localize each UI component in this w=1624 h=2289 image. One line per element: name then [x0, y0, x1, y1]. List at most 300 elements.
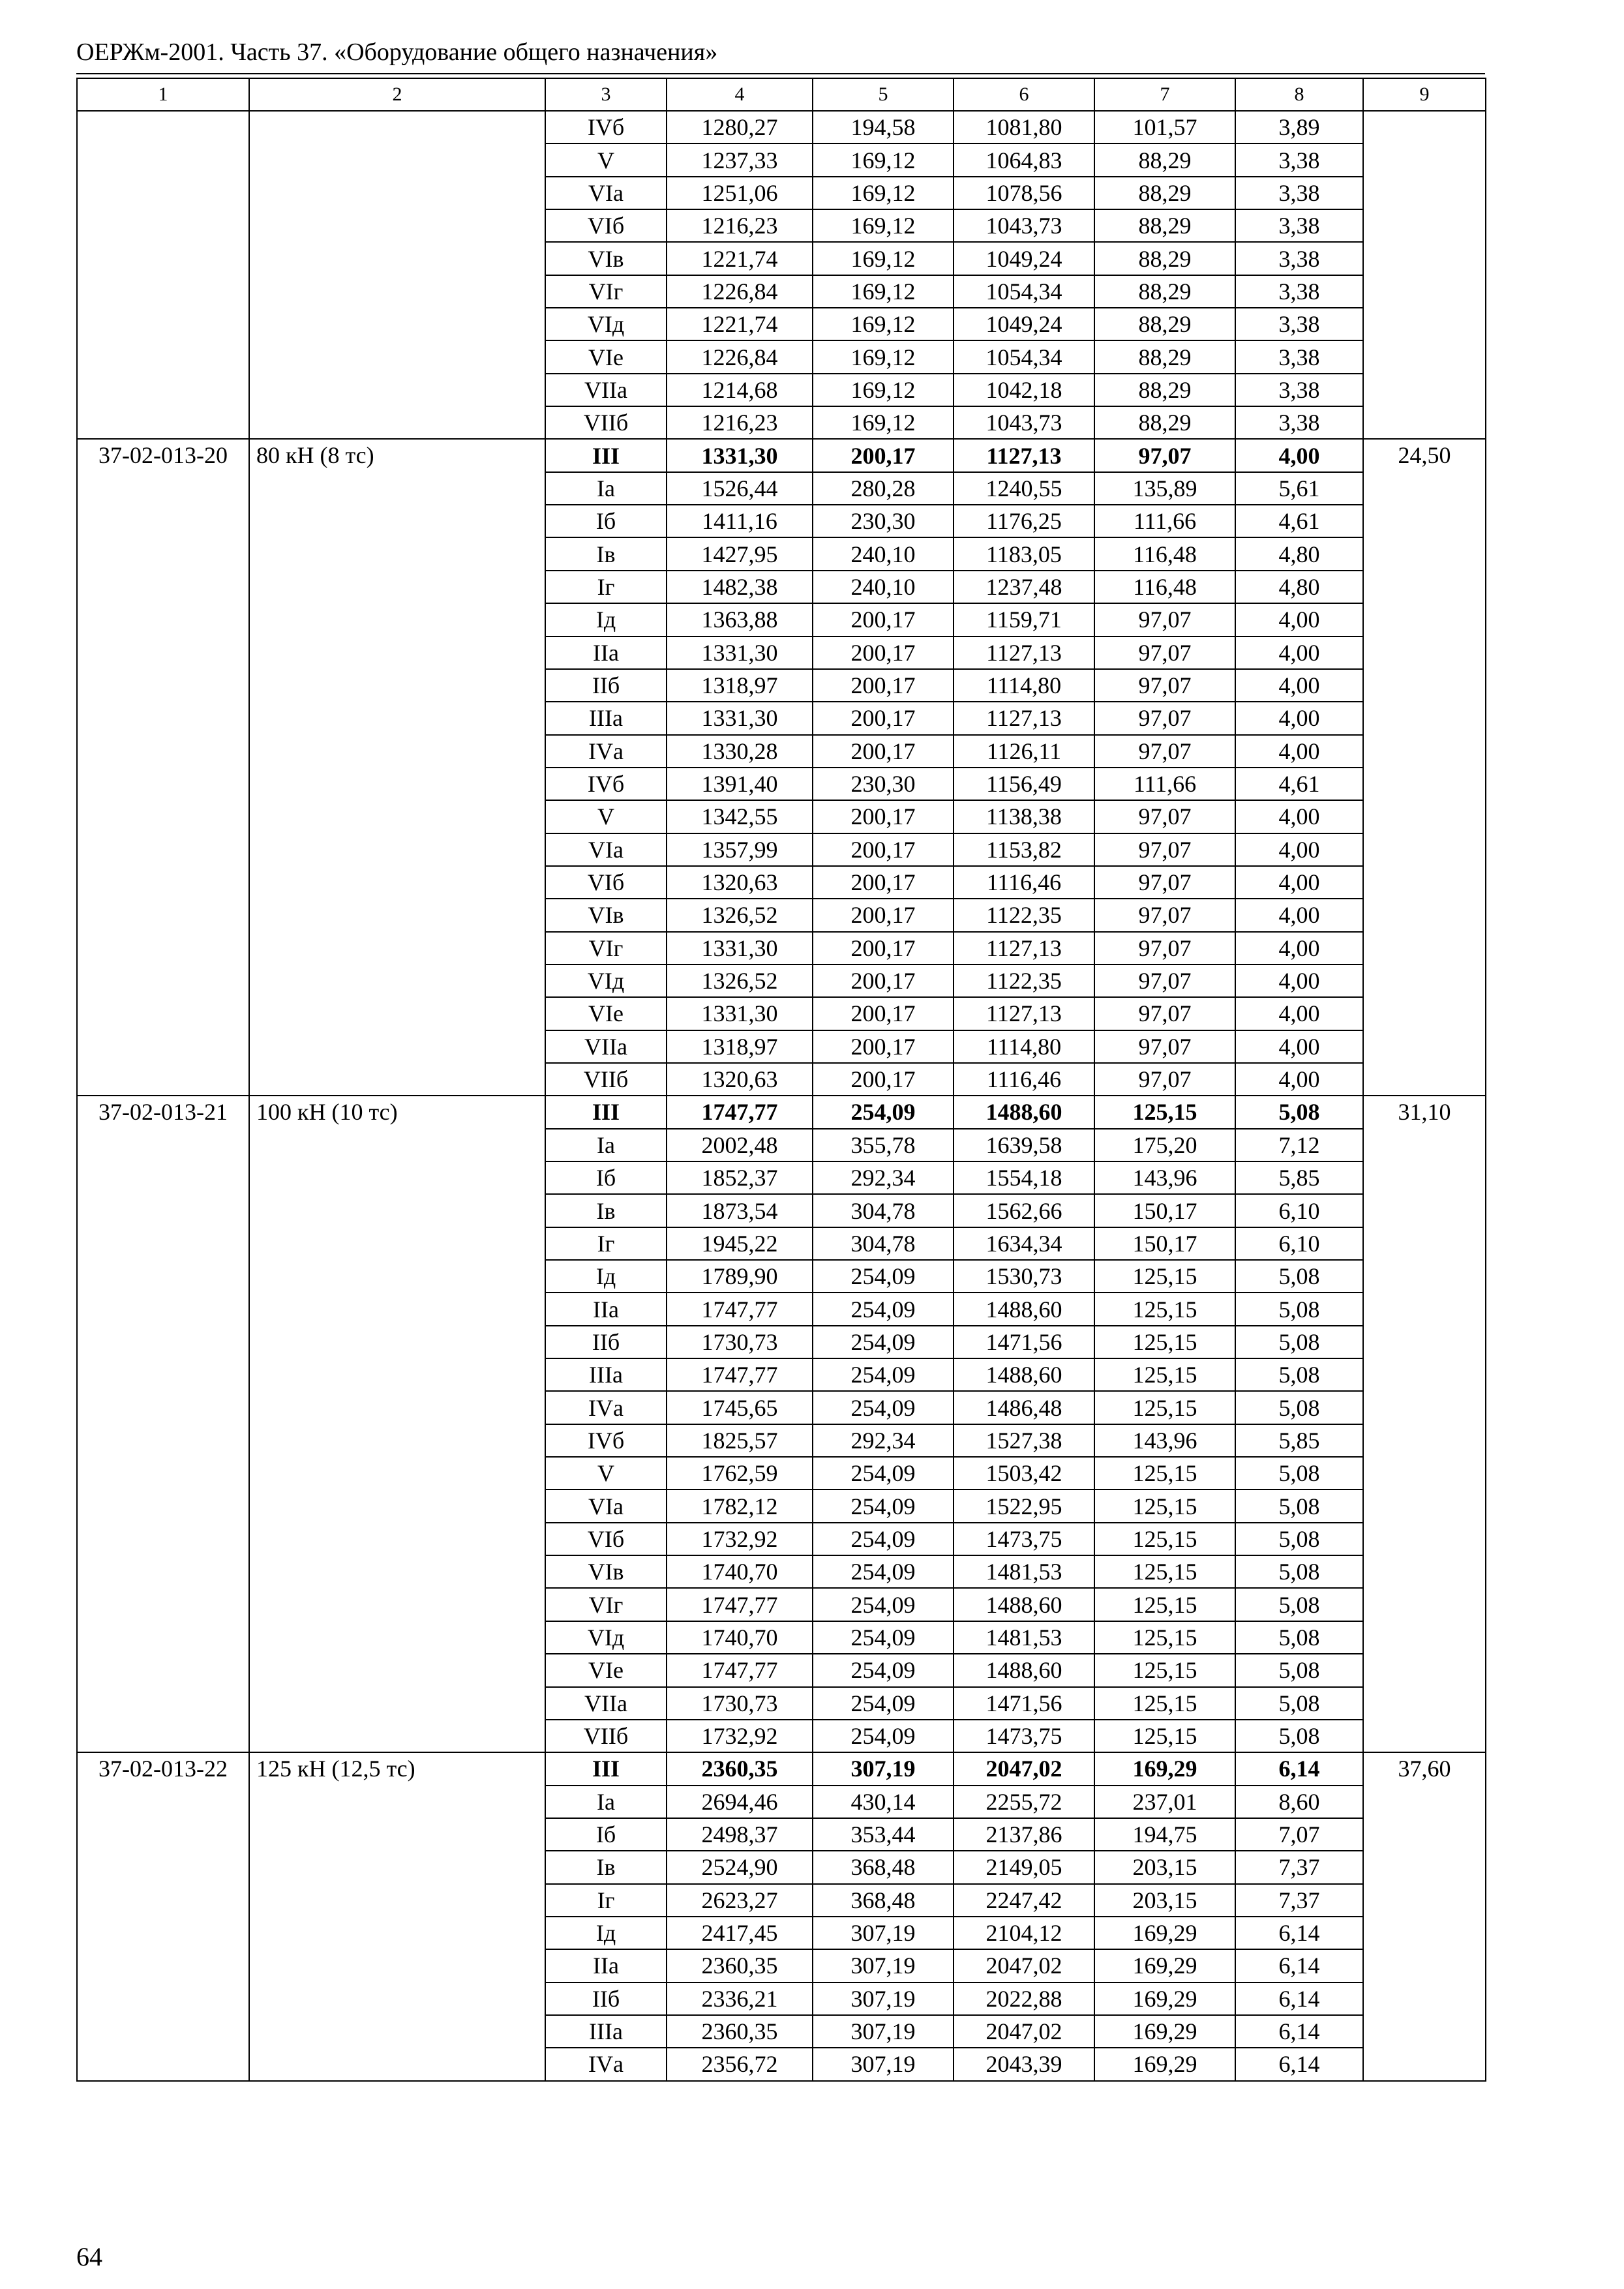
value-cell: 1331,30	[667, 932, 813, 965]
value-cell: 1488,60	[954, 1096, 1094, 1128]
value-cell: 1825,57	[667, 1424, 813, 1457]
value-cell: 125,15	[1094, 1260, 1235, 1293]
value-cell: 200,17	[813, 932, 954, 965]
region-code-cell: Iв	[545, 1194, 667, 1227]
value-cell: 125,15	[1094, 1588, 1235, 1621]
value-cell: 200,17	[813, 603, 954, 636]
region-code-cell: IIа	[545, 1293, 667, 1325]
value-cell: 2417,45	[667, 1917, 813, 1949]
value-cell: 5,08	[1235, 1326, 1363, 1358]
value-cell: 4,00	[1235, 439, 1363, 471]
value-cell: 4,00	[1235, 932, 1363, 965]
value-cell: 4,00	[1235, 965, 1363, 997]
table-row	[77, 1752, 1486, 1785]
value-cell: 1481,53	[954, 1555, 1094, 1588]
value-cell: 1326,52	[667, 899, 813, 931]
value-cell: 97,07	[1094, 439, 1235, 471]
value-cell: 1740,70	[667, 1621, 813, 1654]
region-code-cell: VIб	[545, 209, 667, 242]
region-code-cell: VIе	[545, 997, 667, 1030]
equipment-name-cell	[249, 111, 545, 439]
value-cell: 5,08	[1235, 1293, 1363, 1325]
value-cell: 1320,63	[667, 866, 813, 899]
value-cell: 1488,60	[954, 1358, 1094, 1391]
value-cell: 1221,74	[667, 308, 813, 340]
value-cell: 143,96	[1094, 1161, 1235, 1194]
value-cell: 7,12	[1235, 1129, 1363, 1161]
region-code-cell: VIг	[545, 932, 667, 965]
value-cell: 2623,27	[667, 1884, 813, 1917]
value-cell: 97,07	[1094, 1030, 1235, 1063]
value-cell: 97,07	[1094, 735, 1235, 768]
value-cell: 1049,24	[954, 308, 1094, 340]
value-cell: 125,15	[1094, 1687, 1235, 1720]
region-code-cell: VIIа	[545, 1030, 667, 1063]
rate-code-cell: 37-02-013-22	[77, 1752, 249, 2080]
value-cell: 307,19	[813, 1917, 954, 1949]
value-cell: 6,14	[1235, 2048, 1363, 2080]
value-cell: 254,09	[813, 1358, 954, 1391]
region-code-cell: Iб	[545, 1161, 667, 1194]
value-cell: 125,15	[1094, 1621, 1235, 1654]
equipment-name-cell: 125 кН (12,5 тс)	[249, 1752, 545, 2080]
region-code-cell: VIг	[545, 1588, 667, 1621]
value-cell: 1331,30	[667, 439, 813, 471]
value-cell: 5,08	[1235, 1523, 1363, 1555]
value-cell: 1363,88	[667, 603, 813, 636]
value-cell: 1873,54	[667, 1194, 813, 1227]
value-cell: 7,07	[1235, 1818, 1363, 1851]
value-cell: 150,17	[1094, 1227, 1235, 1260]
value-cell: 2047,02	[954, 1949, 1094, 1982]
value-cell: 150,17	[1094, 1194, 1235, 1227]
region-code-cell: VIа	[545, 833, 667, 866]
value-cell: 5,08	[1235, 1687, 1363, 1720]
region-code-cell: Iб	[545, 1818, 667, 1851]
region-code-cell: VIIб	[545, 406, 667, 439]
value-cell: 1427,95	[667, 537, 813, 570]
value-cell: 3,38	[1235, 143, 1363, 176]
price-table	[76, 78, 1486, 2082]
region-code-cell: IIб	[545, 1982, 667, 2015]
region-code-cell: VIа	[545, 177, 667, 209]
value-cell: 97,07	[1094, 932, 1235, 965]
value-cell: 430,14	[813, 1786, 954, 1818]
region-code-cell: V	[545, 800, 667, 833]
value-cell: 2047,02	[954, 2015, 1094, 2048]
value-cell: 169,12	[813, 177, 954, 209]
value-cell: 116,48	[1094, 571, 1235, 603]
value-cell: 1127,13	[954, 439, 1094, 471]
value-cell: 1473,75	[954, 1720, 1094, 1752]
value-cell: 88,29	[1094, 340, 1235, 373]
value-cell: 4,00	[1235, 899, 1363, 931]
value-cell: 6,10	[1235, 1227, 1363, 1260]
region-code-cell: IVб	[545, 111, 667, 143]
value-cell: 1226,84	[667, 340, 813, 373]
value-cell: 5,08	[1235, 1555, 1363, 1588]
region-code-cell: VIе	[545, 340, 667, 373]
value-cell: 254,09	[813, 1260, 954, 1293]
value-cell: 6,14	[1235, 1752, 1363, 1785]
page-header-title: ОЕРЖм-2001. Часть 37. «Оборудование общего назначения»	[76, 38, 718, 66]
value-cell: 111,66	[1094, 768, 1235, 800]
value-cell: 1237,33	[667, 143, 813, 176]
region-code-cell: Iв	[545, 537, 667, 570]
value-cell: 200,17	[813, 702, 954, 734]
value-cell: 4,00	[1235, 1063, 1363, 1096]
value-cell: 1391,40	[667, 768, 813, 800]
value-cell: 1114,80	[954, 669, 1094, 702]
value-cell: 4,80	[1235, 537, 1363, 570]
value-cell: 1634,34	[954, 1227, 1094, 1260]
value-cell: 6,14	[1235, 1917, 1363, 1949]
value-cell: 3,38	[1235, 242, 1363, 275]
region-code-cell: Iа	[545, 1129, 667, 1161]
value-cell: 125,15	[1094, 1096, 1235, 1128]
value-cell: 304,78	[813, 1227, 954, 1260]
value-cell: 5,08	[1235, 1391, 1363, 1424]
column-number-row	[77, 78, 1486, 111]
value-cell: 1153,82	[954, 833, 1094, 866]
region-code-cell: Iб	[545, 505, 667, 537]
region-code-cell: Iд	[545, 603, 667, 636]
value-cell: 368,48	[813, 1851, 954, 1883]
value-cell: 1043,73	[954, 209, 1094, 242]
column-number: 7	[1094, 78, 1235, 111]
region-code-cell: IIа	[545, 636, 667, 669]
value-cell: 4,00	[1235, 800, 1363, 833]
value-cell: 1562,66	[954, 1194, 1094, 1227]
value-cell: 5,08	[1235, 1358, 1363, 1391]
value-cell: 1331,30	[667, 636, 813, 669]
value-cell: 88,29	[1094, 308, 1235, 340]
value-cell: 169,12	[813, 308, 954, 340]
value-cell: 2149,05	[954, 1851, 1094, 1883]
value-cell: 111,66	[1094, 505, 1235, 537]
value-cell: 280,28	[813, 472, 954, 505]
value-cell: 203,15	[1094, 1884, 1235, 1917]
value-cell: 1122,35	[954, 965, 1094, 997]
value-cell: 307,19	[813, 2015, 954, 2048]
value-cell: 2524,90	[667, 1851, 813, 1883]
value-cell: 1176,25	[954, 505, 1094, 537]
value-cell: 1330,28	[667, 735, 813, 768]
value-cell: 1471,56	[954, 1326, 1094, 1358]
value-cell: 97,07	[1094, 603, 1235, 636]
value-cell: 169,12	[813, 340, 954, 373]
value-cell: 200,17	[813, 866, 954, 899]
value-cell: 203,15	[1094, 1851, 1235, 1883]
value-cell: 1216,23	[667, 406, 813, 439]
value-cell: 1318,97	[667, 1030, 813, 1063]
value-cell: 1471,56	[954, 1687, 1094, 1720]
value-cell: 101,57	[1094, 111, 1235, 143]
region-code-cell: VIд	[545, 965, 667, 997]
value-cell: 2247,42	[954, 1884, 1094, 1917]
value-cell: 4,00	[1235, 603, 1363, 636]
value-cell: 1486,48	[954, 1391, 1094, 1424]
value-cell: 200,17	[813, 735, 954, 768]
value-cell: 4,61	[1235, 505, 1363, 537]
value-cell: 169,29	[1094, 1917, 1235, 1949]
value-cell: 194,75	[1094, 1818, 1235, 1851]
value-cell: 4,00	[1235, 833, 1363, 866]
region-code-cell: VIIа	[545, 1687, 667, 1720]
region-code-cell: VIб	[545, 1523, 667, 1555]
value-cell: 1482,38	[667, 571, 813, 603]
value-cell: 88,29	[1094, 406, 1235, 439]
value-cell: 240,10	[813, 571, 954, 603]
value-cell: 1214,68	[667, 374, 813, 406]
value-cell: 169,12	[813, 275, 954, 308]
value-cell: 1159,71	[954, 603, 1094, 636]
value-cell: 2336,21	[667, 1982, 813, 2015]
value-cell: 97,07	[1094, 833, 1235, 866]
region-code-cell: IVа	[545, 1391, 667, 1424]
value-cell: 368,48	[813, 1884, 954, 1917]
value-cell: 1852,37	[667, 1161, 813, 1194]
value-cell: 5,08	[1235, 1489, 1363, 1522]
rate-code-cell	[77, 111, 249, 439]
column-number: 6	[954, 78, 1094, 111]
region-code-cell: V	[545, 1457, 667, 1489]
value-cell: 304,78	[813, 1194, 954, 1227]
value-cell: 1488,60	[954, 1654, 1094, 1686]
value-cell: 1747,77	[667, 1096, 813, 1128]
value-cell: 6,14	[1235, 1982, 1363, 2015]
value-cell: 169,12	[813, 209, 954, 242]
column-number: 2	[249, 78, 545, 111]
value-cell: 307,19	[813, 2048, 954, 2080]
value-cell: 254,09	[813, 1687, 954, 1720]
region-code-cell: VIв	[545, 242, 667, 275]
region-code-cell: V	[545, 143, 667, 176]
value-cell: 3,38	[1235, 275, 1363, 308]
value-cell: 1318,97	[667, 669, 813, 702]
value-cell: 1488,60	[954, 1588, 1094, 1621]
value-cell: 175,20	[1094, 1129, 1235, 1161]
value-cell: 1114,80	[954, 1030, 1094, 1063]
value-cell: 1747,77	[667, 1588, 813, 1621]
value-cell: 4,80	[1235, 571, 1363, 603]
value-cell: 97,07	[1094, 1063, 1235, 1096]
value-cell: 97,07	[1094, 965, 1235, 997]
value-cell: 169,12	[813, 406, 954, 439]
value-cell: 200,17	[813, 965, 954, 997]
value-cell: 4,00	[1235, 997, 1363, 1030]
value-cell: 125,15	[1094, 1720, 1235, 1752]
value-cell: 292,34	[813, 1161, 954, 1194]
value-cell: 3,38	[1235, 374, 1363, 406]
value-cell: 307,19	[813, 1752, 954, 1785]
value-cell: 1078,56	[954, 177, 1094, 209]
value-cell: 125,15	[1094, 1293, 1235, 1325]
value-cell: 97,07	[1094, 800, 1235, 833]
region-code-cell: VIд	[545, 308, 667, 340]
value-cell: 125,15	[1094, 1654, 1235, 1686]
value-cell: 1280,27	[667, 111, 813, 143]
value-cell: 1481,53	[954, 1621, 1094, 1654]
column-number: 9	[1363, 78, 1486, 111]
region-code-cell: VIд	[545, 1621, 667, 1654]
mass-cell: 24,50	[1363, 439, 1486, 1096]
value-cell: 254,09	[813, 1555, 954, 1588]
value-cell: 1042,18	[954, 374, 1094, 406]
value-cell: 254,09	[813, 1293, 954, 1325]
region-code-cell: Iв	[545, 1851, 667, 1883]
value-cell: 254,09	[813, 1326, 954, 1358]
region-code-cell: IVа	[545, 735, 667, 768]
region-code-cell: VIIа	[545, 374, 667, 406]
region-code-cell: Iг	[545, 1884, 667, 1917]
value-cell: 97,07	[1094, 866, 1235, 899]
value-cell: 200,17	[813, 997, 954, 1030]
value-cell: 169,12	[813, 242, 954, 275]
value-cell: 1183,05	[954, 537, 1094, 570]
value-cell: 2360,35	[667, 2015, 813, 2048]
value-cell: 1043,73	[954, 406, 1094, 439]
value-cell: 125,15	[1094, 1326, 1235, 1358]
value-cell: 1156,49	[954, 768, 1094, 800]
value-cell: 2360,35	[667, 1752, 813, 1785]
value-cell: 1503,42	[954, 1457, 1094, 1489]
value-cell: 1730,73	[667, 1326, 813, 1358]
table-row	[77, 1096, 1486, 1128]
value-cell: 125,15	[1094, 1457, 1235, 1489]
region-code-cell: VIа	[545, 1489, 667, 1522]
value-cell: 1522,95	[954, 1489, 1094, 1522]
value-cell: 5,08	[1235, 1588, 1363, 1621]
value-cell: 254,09	[813, 1391, 954, 1424]
region-code-cell: IVб	[545, 1424, 667, 1457]
value-cell: 4,00	[1235, 636, 1363, 669]
value-cell: 135,89	[1094, 472, 1235, 505]
value-cell: 97,07	[1094, 899, 1235, 931]
value-cell: 200,17	[813, 1030, 954, 1063]
value-cell: 1357,99	[667, 833, 813, 866]
value-cell: 1527,38	[954, 1424, 1094, 1457]
value-cell: 97,07	[1094, 702, 1235, 734]
table-row	[77, 111, 1486, 143]
value-cell: 7,37	[1235, 1851, 1363, 1883]
value-cell: 1740,70	[667, 1555, 813, 1588]
value-cell: 143,96	[1094, 1424, 1235, 1457]
value-cell: 1127,13	[954, 702, 1094, 734]
value-cell: 237,01	[1094, 1786, 1235, 1818]
value-cell: 1745,65	[667, 1391, 813, 1424]
value-cell: 254,09	[813, 1588, 954, 1621]
value-cell: 1732,92	[667, 1523, 813, 1555]
value-cell: 254,09	[813, 1621, 954, 1654]
region-code-cell: Iа	[545, 1786, 667, 1818]
value-cell: 1789,90	[667, 1260, 813, 1293]
value-cell: 254,09	[813, 1457, 954, 1489]
value-cell: 5,61	[1235, 472, 1363, 505]
value-cell: 169,12	[813, 143, 954, 176]
page-number: 64	[76, 2242, 102, 2271]
value-cell: 88,29	[1094, 177, 1235, 209]
value-cell: 5,85	[1235, 1161, 1363, 1194]
value-cell: 3,38	[1235, 406, 1363, 439]
value-cell: 1526,44	[667, 472, 813, 505]
region-code-cell: IIIа	[545, 2015, 667, 2048]
value-cell: 4,61	[1235, 768, 1363, 800]
value-cell: 1216,23	[667, 209, 813, 242]
value-cell: 1116,46	[954, 866, 1094, 899]
value-cell: 1049,24	[954, 242, 1094, 275]
region-code-cell: IIIа	[545, 702, 667, 734]
region-code-cell: Iд	[545, 1260, 667, 1293]
value-cell: 2002,48	[667, 1129, 813, 1161]
value-cell: 88,29	[1094, 242, 1235, 275]
value-cell: 1342,55	[667, 800, 813, 833]
value-cell: 355,78	[813, 1129, 954, 1161]
value-cell: 5,08	[1235, 1720, 1363, 1752]
value-cell: 254,09	[813, 1096, 954, 1128]
value-cell: 5,08	[1235, 1621, 1363, 1654]
value-cell: 2360,35	[667, 1949, 813, 1982]
value-cell: 1127,13	[954, 997, 1094, 1030]
value-cell: 1126,11	[954, 735, 1094, 768]
value-cell: 1639,58	[954, 1129, 1094, 1161]
value-cell: 169,29	[1094, 1752, 1235, 1785]
equipment-name-cell: 80 кН (8 тс)	[249, 439, 545, 1096]
value-cell: 5,08	[1235, 1260, 1363, 1293]
value-cell: 3,38	[1235, 308, 1363, 340]
value-cell: 1064,83	[954, 143, 1094, 176]
value-cell: 8,60	[1235, 1786, 1363, 1818]
value-cell: 3,38	[1235, 209, 1363, 242]
column-number: 3	[545, 78, 667, 111]
value-cell: 1240,55	[954, 472, 1094, 505]
value-cell: 1122,35	[954, 899, 1094, 931]
value-cell: 1127,13	[954, 636, 1094, 669]
value-cell: 4,00	[1235, 702, 1363, 734]
value-cell: 125,15	[1094, 1391, 1235, 1424]
region-code-cell: IVб	[545, 768, 667, 800]
region-code-cell: VIг	[545, 275, 667, 308]
value-cell: 169,29	[1094, 1982, 1235, 2015]
column-number: 8	[1235, 78, 1363, 111]
region-code-cell: Iг	[545, 1227, 667, 1260]
value-cell: 2255,72	[954, 1786, 1094, 1818]
value-cell: 88,29	[1094, 275, 1235, 308]
value-cell: 1747,77	[667, 1293, 813, 1325]
value-cell: 2498,37	[667, 1818, 813, 1851]
value-cell: 7,37	[1235, 1884, 1363, 1917]
value-cell: 230,30	[813, 768, 954, 800]
value-cell: 125,15	[1094, 1555, 1235, 1588]
value-cell: 6,10	[1235, 1194, 1363, 1227]
mass-cell: 31,10	[1363, 1096, 1486, 1752]
mass-cell	[1363, 111, 1486, 439]
value-cell: 125,15	[1094, 1358, 1235, 1391]
region-code-cell: VIIб	[545, 1063, 667, 1096]
value-cell: 88,29	[1094, 143, 1235, 176]
value-cell: 2137,86	[954, 1818, 1094, 1851]
value-cell: 97,07	[1094, 997, 1235, 1030]
value-cell: 2694,46	[667, 1786, 813, 1818]
header-rule	[76, 73, 1485, 74]
value-cell: 240,10	[813, 537, 954, 570]
value-cell: 3,38	[1235, 340, 1363, 373]
region-code-cell: Iг	[545, 571, 667, 603]
value-cell: 88,29	[1094, 374, 1235, 406]
price-table-body	[77, 78, 1486, 2081]
value-cell: 1554,18	[954, 1161, 1094, 1194]
region-code-cell: Iа	[545, 472, 667, 505]
